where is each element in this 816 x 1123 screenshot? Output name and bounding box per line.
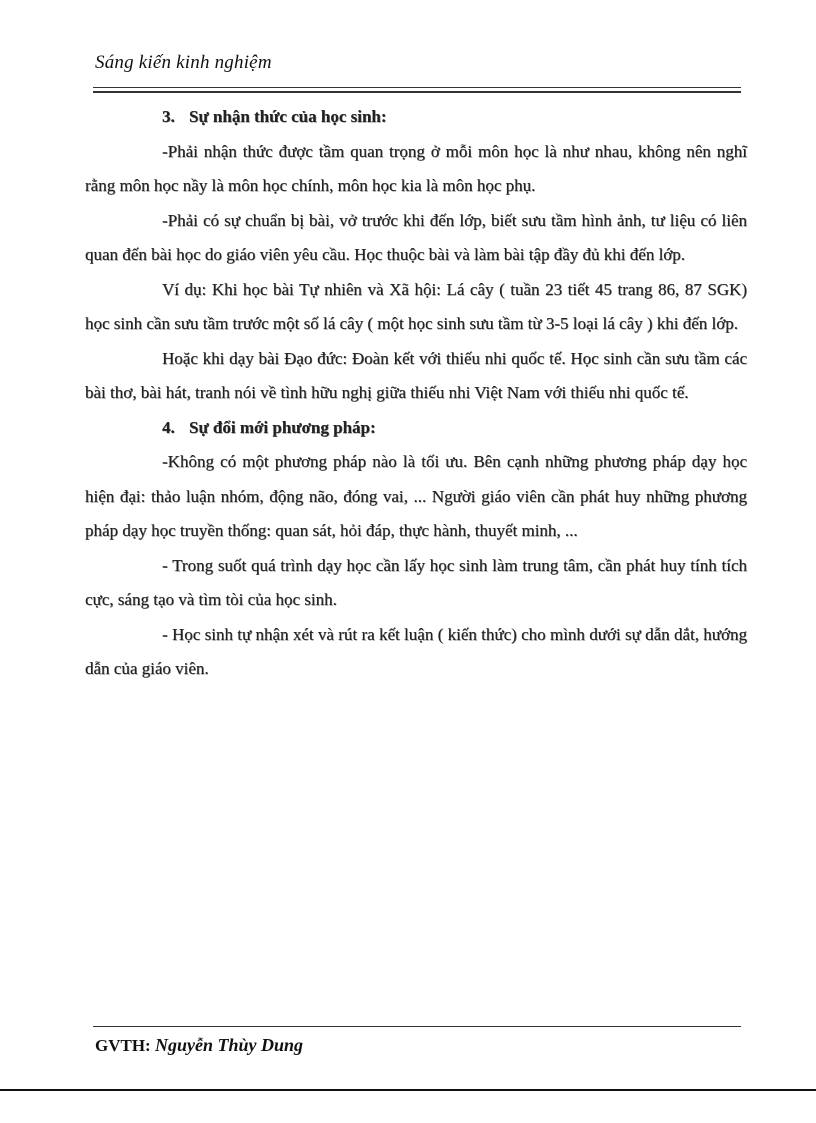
paragraph: -Không có một phương pháp nào là tối ưu. Bên cạnh những phương pháp dạy học hiện đại: thảo luận nhóm, động não, đóng vai, ... Người giáo viên cần phát huy những phương pháp dạy học truyền thống: quan sát, hỏi đáp, thực hành, thuyết minh, ... bbox=[85, 452, 747, 540]
paragraph: - Học sinh tự nhận xét và rút ra kết luận ( kiến thức) cho mình dưới sự dẫn dắt, hướng dẫn của giáo viên. bbox=[85, 624, 747, 678]
paragraph: - Trong suốt quá trình dạy học cần lấy học sinh làm trung tâm, cần phát huy tính tích cực, sáng tạo và tìm tòi của học sinh. bbox=[85, 555, 747, 609]
footer-divider bbox=[93, 1026, 741, 1027]
section-number: 3. bbox=[162, 107, 175, 126]
section-title: Sự đổi mới phương pháp: bbox=[189, 417, 376, 437]
document-body bbox=[85, 100, 747, 687]
footer-author: Nguyễn Thùy Dung bbox=[154, 1035, 304, 1055]
section-heading bbox=[85, 100, 747, 135]
header-divider bbox=[93, 87, 741, 88]
section-number: 4. bbox=[162, 417, 175, 437]
paragraph: -Phải có sự chuẩn bị bài, vở trước khi đến lớp, biết sưu tầm hình ảnh, tư liệu có liên quan đến bài học do giáo viên yêu cầu. Học thuộc bài và làm bài tập đầy đủ khi đến lớp. bbox=[85, 210, 747, 264]
paragraph: Ví dụ: Khi học bài Tự nhiên và Xã hội: Lá cây ( tuần 23 tiết 45 trang 86, 87 SGK) học sinh cần sưu tầm trước một số lá cây ( một học sinh sưu tầm từ 3-5 loại lá cây ) khi đến lớp. bbox=[85, 279, 747, 333]
paragraph: Hoặc khi dạy bài Đạo đức: Đoàn kết với thiếu nhi quốc tế. Học sinh cần sưu tầm các bài thơ, bài hát, tranh nói về tình hữu nghị giữa thiếu nhi Việt Nam với thiếu nhi quốc tế. bbox=[85, 348, 747, 402]
page-footer bbox=[95, 1035, 303, 1056]
page-bottom-border bbox=[0, 1089, 816, 1091]
section-title: Sự nhận thức của học sinh: bbox=[189, 107, 387, 126]
header-divider-thick bbox=[93, 91, 741, 93]
page-header-title: Sáng kiến kinh nghiệm bbox=[95, 52, 272, 73]
footer-label: GVTH: bbox=[95, 1036, 151, 1055]
section-heading bbox=[85, 411, 747, 446]
paragraph: -Phải nhận thức được tầm quan trọng ở mỗi môn học là như nhau, không nên nghĩ rằng môn học nầy là môn học chính, môn học kia là môn học phụ. bbox=[85, 141, 747, 195]
